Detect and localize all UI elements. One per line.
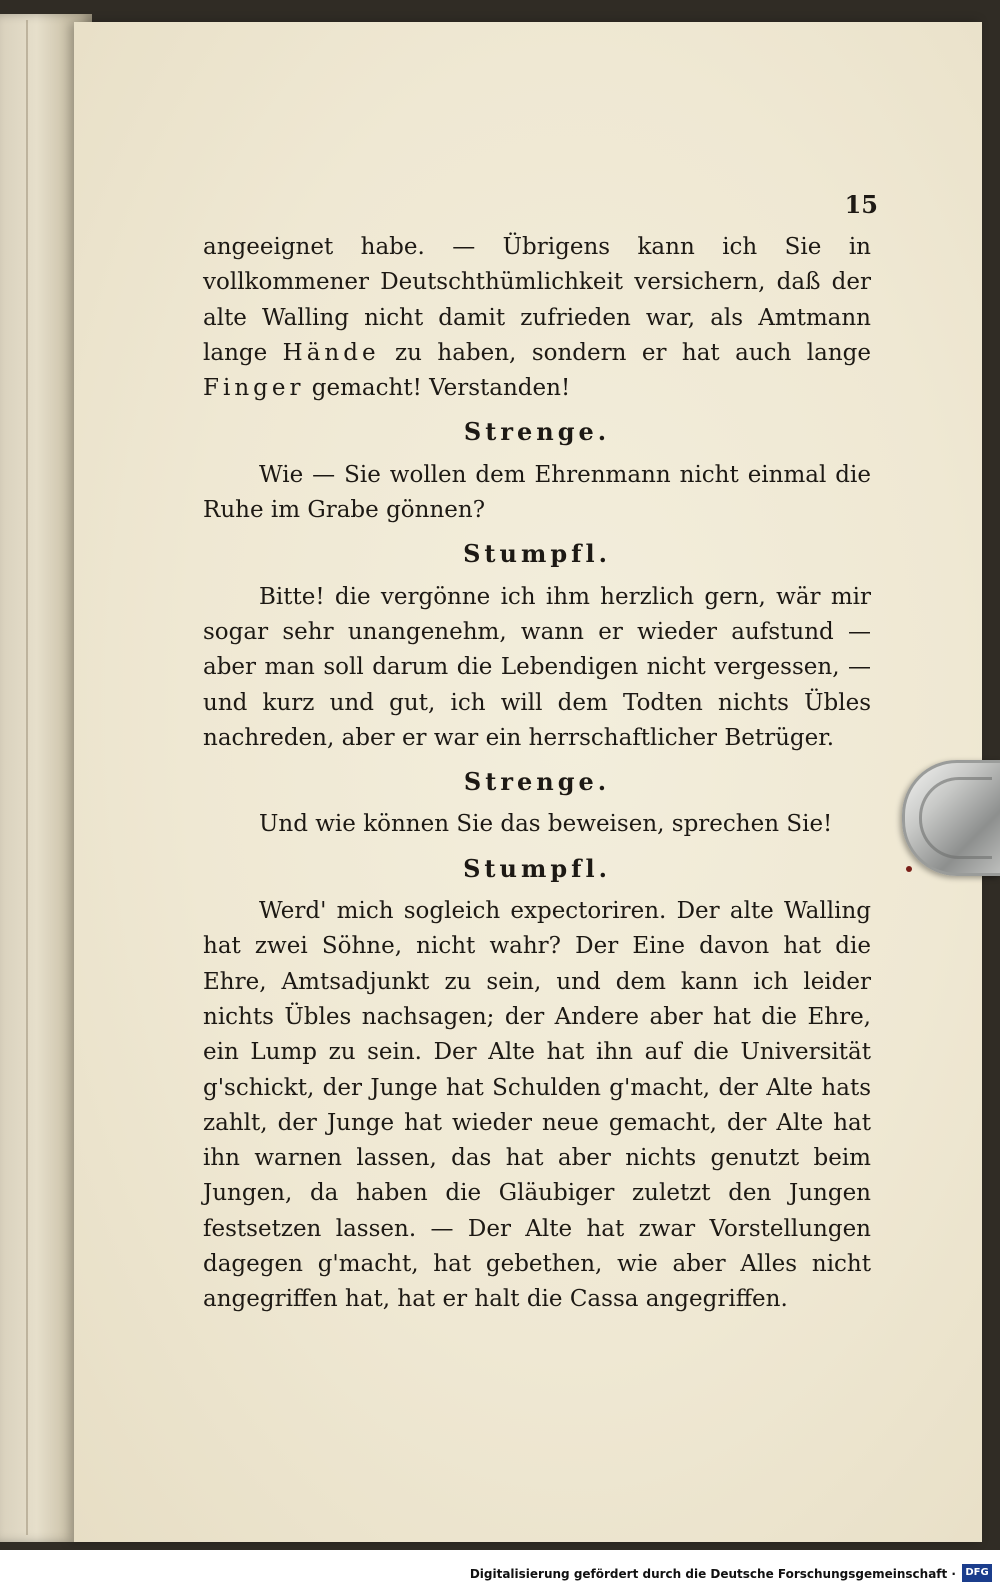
speaker-heading-stumpfl: Stumpfl. — [463, 853, 611, 883]
footer-bar — [0, 1550, 1000, 1590]
ink-spot — [906, 866, 912, 872]
speaker-heading-stumpfl: Stumpfl. — [463, 539, 611, 569]
paragraph-2: Wie — Sie wollen dem Ehrenmann nicht einmal die Ruhe im Grabe gönnen? — [203, 461, 871, 524]
speaker-heading-strenge: Strenge. — [463, 767, 611, 797]
dfg-logo-icon: DFG — [962, 1564, 992, 1582]
paragraph-1-part-e: gemacht! Verstanden! — [304, 375, 571, 402]
page-fold-line — [26, 20, 28, 1535]
paragraph-1 — [203, 230, 871, 406]
paragraph-5: Werd' mich sogleich expectoriren. Der alte Walling hat zwei Söhne, nicht wahr? Der Eine davon hat die Ehre, Amtsadjunkt zu sein, und dem kann ich leider nichts Übles nachsagen; der Andere aber hat die Ehre, ein Lump zu sein. Der Alte hat ihn auf die Universität g'schickt, der Junge hat Schulden g'macht, der Alte hats zahlt, der Junge hat wieder neue gemacht, der Alte hat ihn warnen lassen, das hat aber nichts genutzt beim Jungen, da haben die Gläubiger zuletzt den Jungen festsetzen lassen. — Der Alte hat zwar Vorstellungen dagegen g'macht, hat gebethen, wie aber Alles nicht angegriffen hat, hat er halt die Cassa angegriffen. — [203, 898, 871, 1313]
paragraph-1-part-c: zu haben, sondern er hat auch lange — [379, 339, 871, 366]
funding-credit: Digitalisierung gefördert durch die Deutsche Forschungsgemeinschaft · — [469, 1567, 956, 1581]
page-clip-icon — [902, 760, 1000, 876]
paragraph-3: Bitte! die vergönne ich ihm herzlich gern, wär mir sogar sehr unangenehm, wann er wieder aufstund — aber man soll darum die Lebendigen nicht vergessen, — und kurz und gut, ich will dem Todten nichts Übles nachreden, aber er war ein herrschaftlicher Betrüger. — [203, 583, 871, 751]
paragraph-1-part-a: angeeignet habe. — Übrigens kann ich Sie in vollkommener Deutschthümlichkeit versichern, daß der alte Walling nicht damit zufrieden war, als Amtmann lange — [203, 234, 871, 366]
paragraph-4: Und wie können Sie das beweisen, sprechen Sie! — [259, 811, 833, 838]
emphasis-haende: Hände — [282, 339, 380, 366]
emphasis-finger: Finger — [203, 375, 305, 402]
speaker-heading-strenge: Strenge. — [463, 417, 611, 447]
page-text — [203, 230, 871, 1318]
page-clip-inner — [919, 777, 992, 859]
page-number: 15 — [844, 190, 878, 219]
